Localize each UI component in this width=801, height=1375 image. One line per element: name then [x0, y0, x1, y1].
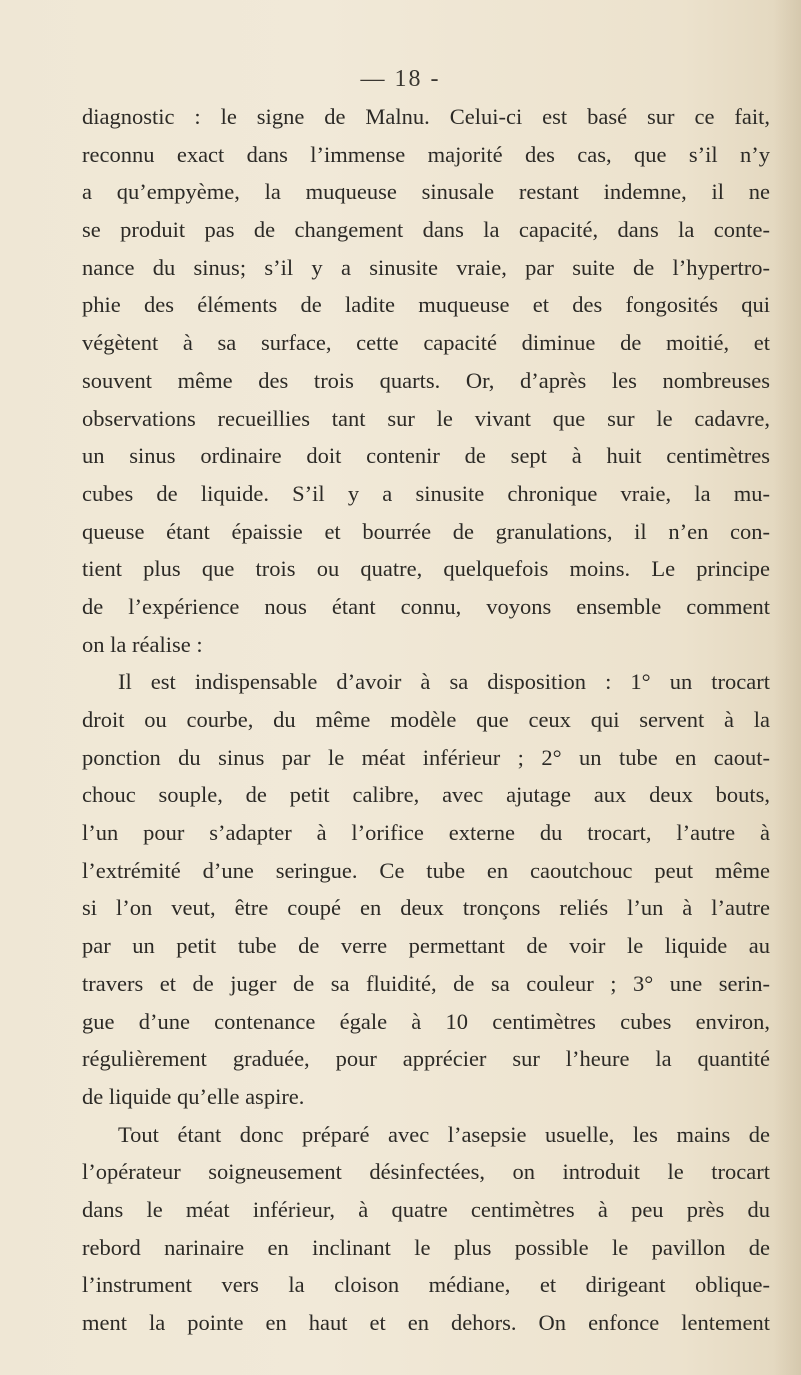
text-line: si l’on veut, être coupé en deux tronçons reliés l’un à l’autre [82, 895, 770, 921]
text-line: phie des éléments de ladite muqueuse et des fongosités qui [82, 292, 770, 318]
text-line: de l’expérience nous étant connu, voyons ensemble comment [82, 593, 770, 619]
text-line: l’opérateur soigneusement désinfectées, on introduit le trocart [82, 1159, 770, 1185]
text-line: cubes de liquide. S’il y a sinusite chronique vraie, la mu- [82, 480, 770, 506]
text-line: reconnu exact dans l’immense majorité des cas, que s’il n’y [82, 141, 770, 167]
text-line: souvent même des trois quarts. Or, d’après les nombreuses [82, 367, 770, 393]
text-line: diagnostic : le signe de Malnu. Celui-ci est basé sur ce fait, [82, 104, 770, 129]
text-line: gue d’une contenance égale à 10 centimètres cubes environ, [82, 1008, 770, 1034]
text-line: travers et de juger de sa fluidité, de sa couleur ; 3° une serin- [82, 970, 770, 996]
text-line: a qu’empyème, la muqueuse sinusale restant indemne, il ne [82, 179, 770, 205]
text-line: un sinus ordinaire doit contenir de sept à huit centimètres [82, 443, 770, 469]
paragraph-end-line: de liquide qu’elle aspire. [82, 1083, 305, 1109]
text-line: végètent à sa surface, cette capacité diminue de moitié, et [82, 330, 770, 356]
paragraph-end-line: on la réalise : [82, 631, 203, 657]
text-line: chouc souple, de petit calibre, avec ajutage aux deux bouts, [82, 782, 770, 808]
text-line: ment la pointe en haut et en dehors. On enfonce lentement [82, 1310, 770, 1335]
page-edge-shadow [773, 0, 801, 1375]
page-number: — 18 - [360, 66, 441, 92]
text-line: l’instrument vers la cloison médiane, et dirigeant oblique- [82, 1272, 770, 1298]
text-line: l’extrémité d’une seringue. Ce tube en caoutchouc peut même [82, 857, 770, 883]
text-line: nance du sinus; s’il y a sinusite vraie, par suite de l’hypertro- [82, 254, 770, 280]
text-line: l’un pour s’adapter à l’orifice externe du trocart, l’autre à [82, 820, 770, 846]
body-text [82, 98, 770, 1342]
text-line: se produit pas de changement dans la capacité, dans la conte- [82, 217, 770, 243]
text-line: droit ou courbe, du même modèle que ceux qui servent à la [82, 707, 770, 732]
text-line: régulièrement graduée, pour apprécier sur l’heure la quantité [82, 1046, 770, 1072]
text-line: ponction du sinus par le méat inférieur ; 2° un tube en caout- [82, 744, 770, 770]
text-line: rebord narinaire en inclinant le plus possible le pavillon de [82, 1234, 770, 1260]
text-line: observations recueillies tant sur le vivant que sur le cadavre, [82, 405, 770, 431]
paragraph-start-line: Tout étant donc préparé avec l’asepsie usuelle, les mains de [118, 1121, 770, 1147]
text-line: par un petit tube de verre permettant de voir le liquide au [82, 933, 770, 959]
text-line: queuse étant épaissie et bourrée de granulations, il n’en con- [82, 518, 770, 544]
text-line: dans le méat inférieur, à quatre centimètres à peu près du [82, 1196, 770, 1222]
text-line: tient plus que trois ou quatre, quelquefois moins. Le principe [82, 556, 770, 582]
paragraph-start-line: Il est indispensable d’avoir à sa disposition : 1° un trocart [118, 669, 770, 695]
